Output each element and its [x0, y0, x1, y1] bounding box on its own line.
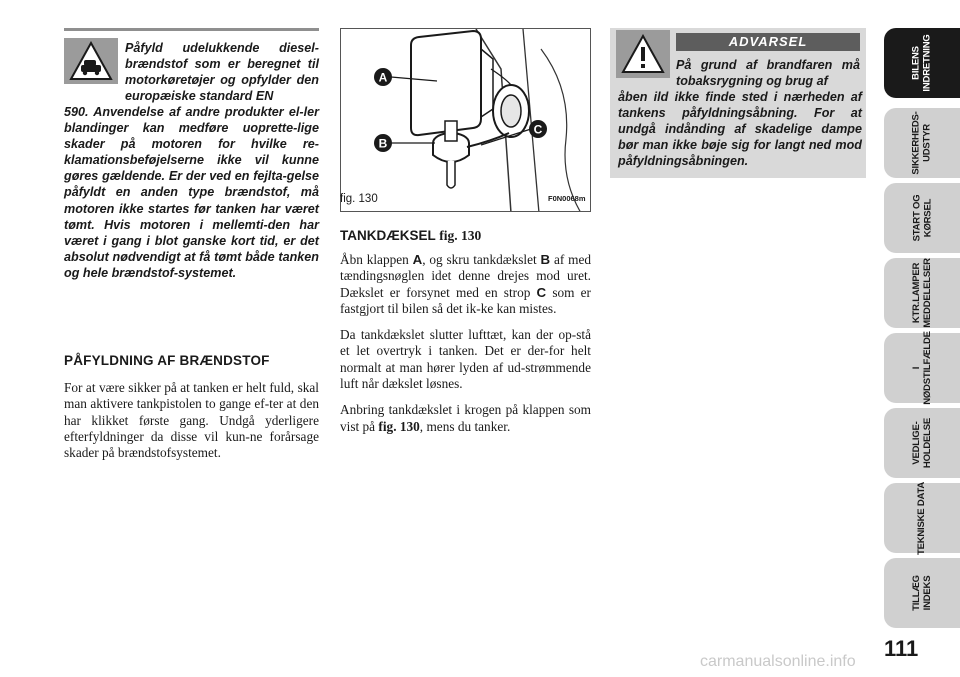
tab-tillaeg-indeks[interactable]: TILLÆG INDEKS [884, 558, 960, 628]
warning-text-body: åben ild ikke finde sted i nærheden af tankens påfyldningsåbning. For at undgå indånding af skadelige dampe bør man ikke bøje sig for langt ned mod påfyldningsåbningen. [618, 90, 862, 169]
tab-vedligeholdelse[interactable]: VEDLIGE- HOLDELSE [884, 408, 960, 478]
tab-bilens-indretning[interactable]: BILENS INDRETNING [884, 28, 960, 98]
top-rule-left [64, 28, 319, 31]
warning-triangle-icon [621, 34, 665, 74]
car-fuel-icon-box [64, 38, 118, 84]
fuel-cap-illustration [341, 29, 591, 212]
warning-label: ADVARSEL [676, 33, 860, 51]
tab-tekniske-data[interactable]: TEKNISKE DATA [884, 483, 960, 553]
figure-caption: fig. 130 [340, 193, 378, 205]
fuel-cap-title: TANKDÆKSEL [340, 228, 436, 243]
refuelling-text: For at være sikker på at tanken er helt fuld, skal man aktivere tankpistolen to gange ef-ter at den har klikket første gang. Undgå yderligere efterfyldninger da disse vil kun-ne forårsage skader på brændstofsystemet. [64, 380, 319, 461]
tab-start-og-korsel[interactable]: START OG KØRSEL [884, 183, 960, 253]
fuel-cap-section [340, 228, 591, 435]
triangle-car-icon [69, 41, 113, 81]
figure-label-b: B [378, 136, 388, 151]
fuel-cap-paragraph-1: Åbn klappen A, og skru tankdækslet B af med tændingsnøglen idet denne drejes mod uret. Dækslet er forsynet med en strop C som er fastgjort til bilen så det ik-ke kan mistes. [340, 252, 592, 316]
page-number: 111 [884, 636, 919, 661]
figure-label-a: A [378, 70, 388, 85]
diesel-note-body: 590. Anvendelse af andre produkter el-ler blandinger kan medføre uoprette-lige skader på motoren for hvilke re-klamationsbeføjelserne ikke vil kunne gøres gældende. Er der ved en fejlta-gelse påfyldt en anden type brændstof, må motoren ikke startes før tanken har været tømt. Hvis motoren i mellemti-den har været i gang i blot ganske kort tid, er det absolut nødvendigt at få tømt både tanken og hele brændstof-systemet. [64, 105, 319, 280]
fuel-cap-heading [340, 228, 591, 244]
watermark: carmanualsonline.info [700, 653, 856, 670]
refuelling-heading: PÅFYLDNING AF BRÆNDSTOF [64, 353, 270, 368]
figure-label-c: C [533, 122, 543, 137]
fuel-cap-figure [340, 28, 591, 212]
warning-text-intro: På grund af brandfaren må tobaksrygning og brug af [676, 58, 860, 89]
diesel-note-intro: Påfyld udelukkende diesel-brændstof som er beregnet til motorkøretøjer og opfylder den europæiske standard EN [125, 41, 319, 104]
fuel-cap-paragraph-3: Anbring tankdækslet i krogen på klappen som vist på fig. 130, mens du tanker. [340, 402, 591, 434]
tab-sikkerhedsudstyr[interactable]: SIKKERHEDS- UDSTYR [884, 108, 960, 178]
figure-code: F0N0068m [548, 194, 586, 203]
fuel-cap-title-ref: fig. 130 [439, 228, 482, 243]
warning-icon-box [616, 30, 670, 78]
tab-ktr-lamper[interactable]: KTR.LAMPER MEDDELELSER [884, 258, 960, 328]
tab-nodstilfaelde[interactable]: I NØDSTILFÆLDE [884, 333, 960, 403]
fuel-cap-paragraph-2: Da tankdækslet slutter lufttæt, kan der op-stå et let overtryk i tanken. Det er der-for helt normalt at man hører lyden af ud-strømmende luft når dækslet løsnes. [340, 327, 591, 392]
